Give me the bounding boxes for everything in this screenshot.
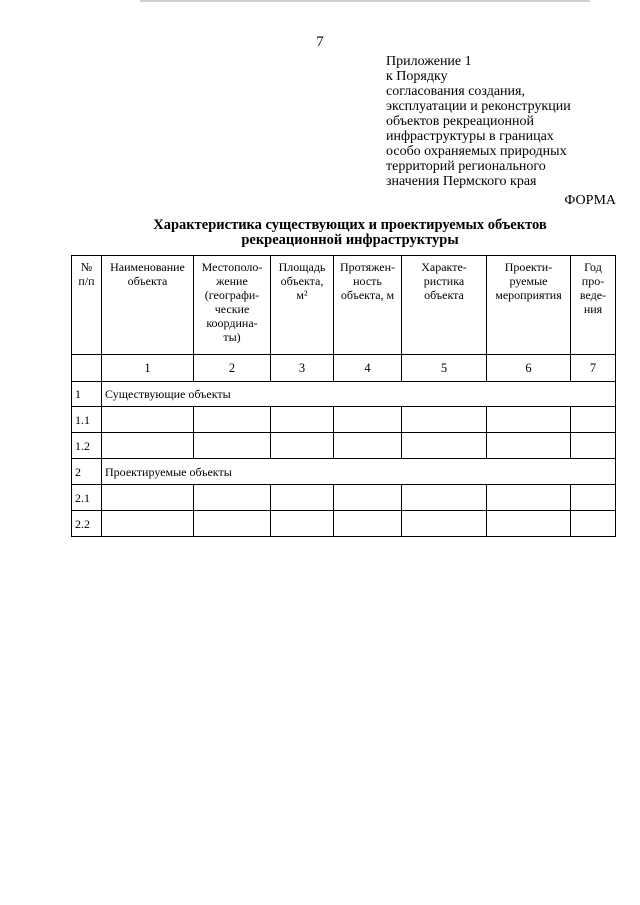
header-text: ность — [353, 274, 382, 288]
page-number: 7 — [316, 34, 324, 50]
section-row-planned — [72, 459, 616, 485]
column-number-cell: 7 — [571, 355, 616, 382]
empty-cell — [487, 511, 571, 537]
header-text: объекта, — [280, 274, 324, 288]
header-text: ты) — [223, 330, 241, 344]
header-cell-characteristics — [402, 256, 487, 355]
objects-table — [71, 255, 616, 537]
header-text: жение — [216, 274, 248, 288]
header-text: объекта, м — [340, 288, 395, 302]
empty-cell — [271, 511, 334, 537]
header-cell-year — [571, 256, 616, 355]
column-number-cell: 1 — [102, 355, 194, 382]
empty-cell — [334, 485, 402, 511]
header-text: Местополо- — [201, 260, 263, 274]
empty-cell — [487, 407, 571, 433]
empty-cell — [402, 433, 487, 459]
empty-cell — [194, 485, 271, 511]
empty-cell — [194, 407, 271, 433]
column-number-cell: 3 — [271, 355, 334, 382]
appendix-line: территорий регионального — [386, 159, 546, 174]
column-number-cell: 4 — [334, 355, 402, 382]
row-number: 1.1 — [72, 407, 102, 433]
appendix-line: к Порядку — [386, 69, 448, 84]
empty-cell — [102, 433, 194, 459]
form-label: ФОРМА — [564, 193, 616, 208]
empty-cell — [334, 511, 402, 537]
header-cell-area — [271, 256, 334, 355]
header-text: ческие — [214, 302, 250, 316]
appendix-line: значения Пермского края — [386, 174, 537, 189]
header-text: про- — [581, 274, 605, 288]
empty-cell — [271, 485, 334, 511]
header-text: п/п — [78, 274, 95, 288]
appendix-line: согласования создания, — [386, 84, 525, 99]
empty-cell — [102, 485, 194, 511]
header-text: ния — [583, 302, 603, 316]
header-cell-name — [102, 256, 194, 355]
title-line-1: Характеристика существующих и проектируемых объектов — [153, 217, 547, 233]
header-text: Площадь — [278, 260, 326, 274]
empty-cell — [102, 511, 194, 537]
header-text: мероприятия — [495, 288, 562, 302]
header-text: № — [80, 260, 93, 274]
column-number-row — [72, 355, 616, 382]
column-number-cell: 5 — [402, 355, 487, 382]
empty-cell — [271, 407, 334, 433]
row-number: 1.2 — [72, 433, 102, 459]
header-cell-location — [194, 256, 271, 355]
table-row — [72, 511, 616, 537]
table-row — [72, 433, 616, 459]
empty-cell — [571, 433, 616, 459]
empty-cell — [102, 407, 194, 433]
header-text: м² — [296, 288, 308, 302]
header-cell-length — [334, 256, 402, 355]
row-number: 2.2 — [72, 511, 102, 537]
empty-cell — [271, 433, 334, 459]
header-text: координа- — [206, 316, 258, 330]
row-number: 2.1 — [72, 485, 102, 511]
empty-cell — [402, 511, 487, 537]
empty-cell — [402, 485, 487, 511]
column-number-cell: 2 — [194, 355, 271, 382]
appendix-line: эксплуатации и реконструкции — [386, 99, 571, 114]
table-row — [72, 407, 616, 433]
column-number-cell — [72, 355, 102, 382]
appendix-line: Приложение 1 — [386, 54, 472, 69]
header-text: (географи- — [204, 288, 260, 302]
section-label-existing: Существующие объекты — [102, 382, 616, 407]
header-text: Характе- — [421, 260, 467, 274]
empty-cell — [402, 407, 487, 433]
header-text: объекта — [127, 274, 168, 288]
header-cell-number — [72, 256, 102, 355]
table-row — [72, 485, 616, 511]
empty-cell — [334, 407, 402, 433]
empty-cell — [334, 433, 402, 459]
section-row-existing — [72, 382, 616, 407]
row-number: 2 — [72, 459, 102, 485]
header-text: Проекти- — [504, 260, 553, 274]
empty-cell — [571, 407, 616, 433]
empty-cell — [487, 433, 571, 459]
appendix-line: особо охраняемых природных — [386, 144, 567, 159]
row-number: 1 — [72, 382, 102, 407]
appendix-header — [386, 54, 636, 189]
top-edge-rule — [140, 0, 590, 2]
header-text: Год — [584, 260, 602, 274]
header-cell-planned-measures — [487, 256, 571, 355]
empty-cell — [194, 511, 271, 537]
header-text: объекта — [424, 288, 464, 302]
header-text: Наименование — [110, 260, 185, 274]
empty-cell — [487, 485, 571, 511]
empty-cell — [194, 433, 271, 459]
header-text: руемые — [509, 274, 548, 288]
header-text: Протяжен- — [340, 260, 395, 274]
header-text: ристика — [423, 274, 465, 288]
objects-table-wrapper — [71, 255, 616, 537]
document-title — [60, 218, 640, 248]
column-number-cell: 6 — [487, 355, 571, 382]
appendix-line: объектов рекреационной — [386, 114, 534, 129]
section-label-planned: Проектируемые объекты — [102, 459, 616, 485]
appendix-line: инфраструктуры в границах — [386, 129, 554, 144]
header-text: веде- — [579, 288, 607, 302]
empty-cell — [571, 511, 616, 537]
empty-cell — [571, 485, 616, 511]
header-row — [72, 256, 616, 355]
title-line-2: рекреационной инфраструктуры — [241, 232, 459, 248]
